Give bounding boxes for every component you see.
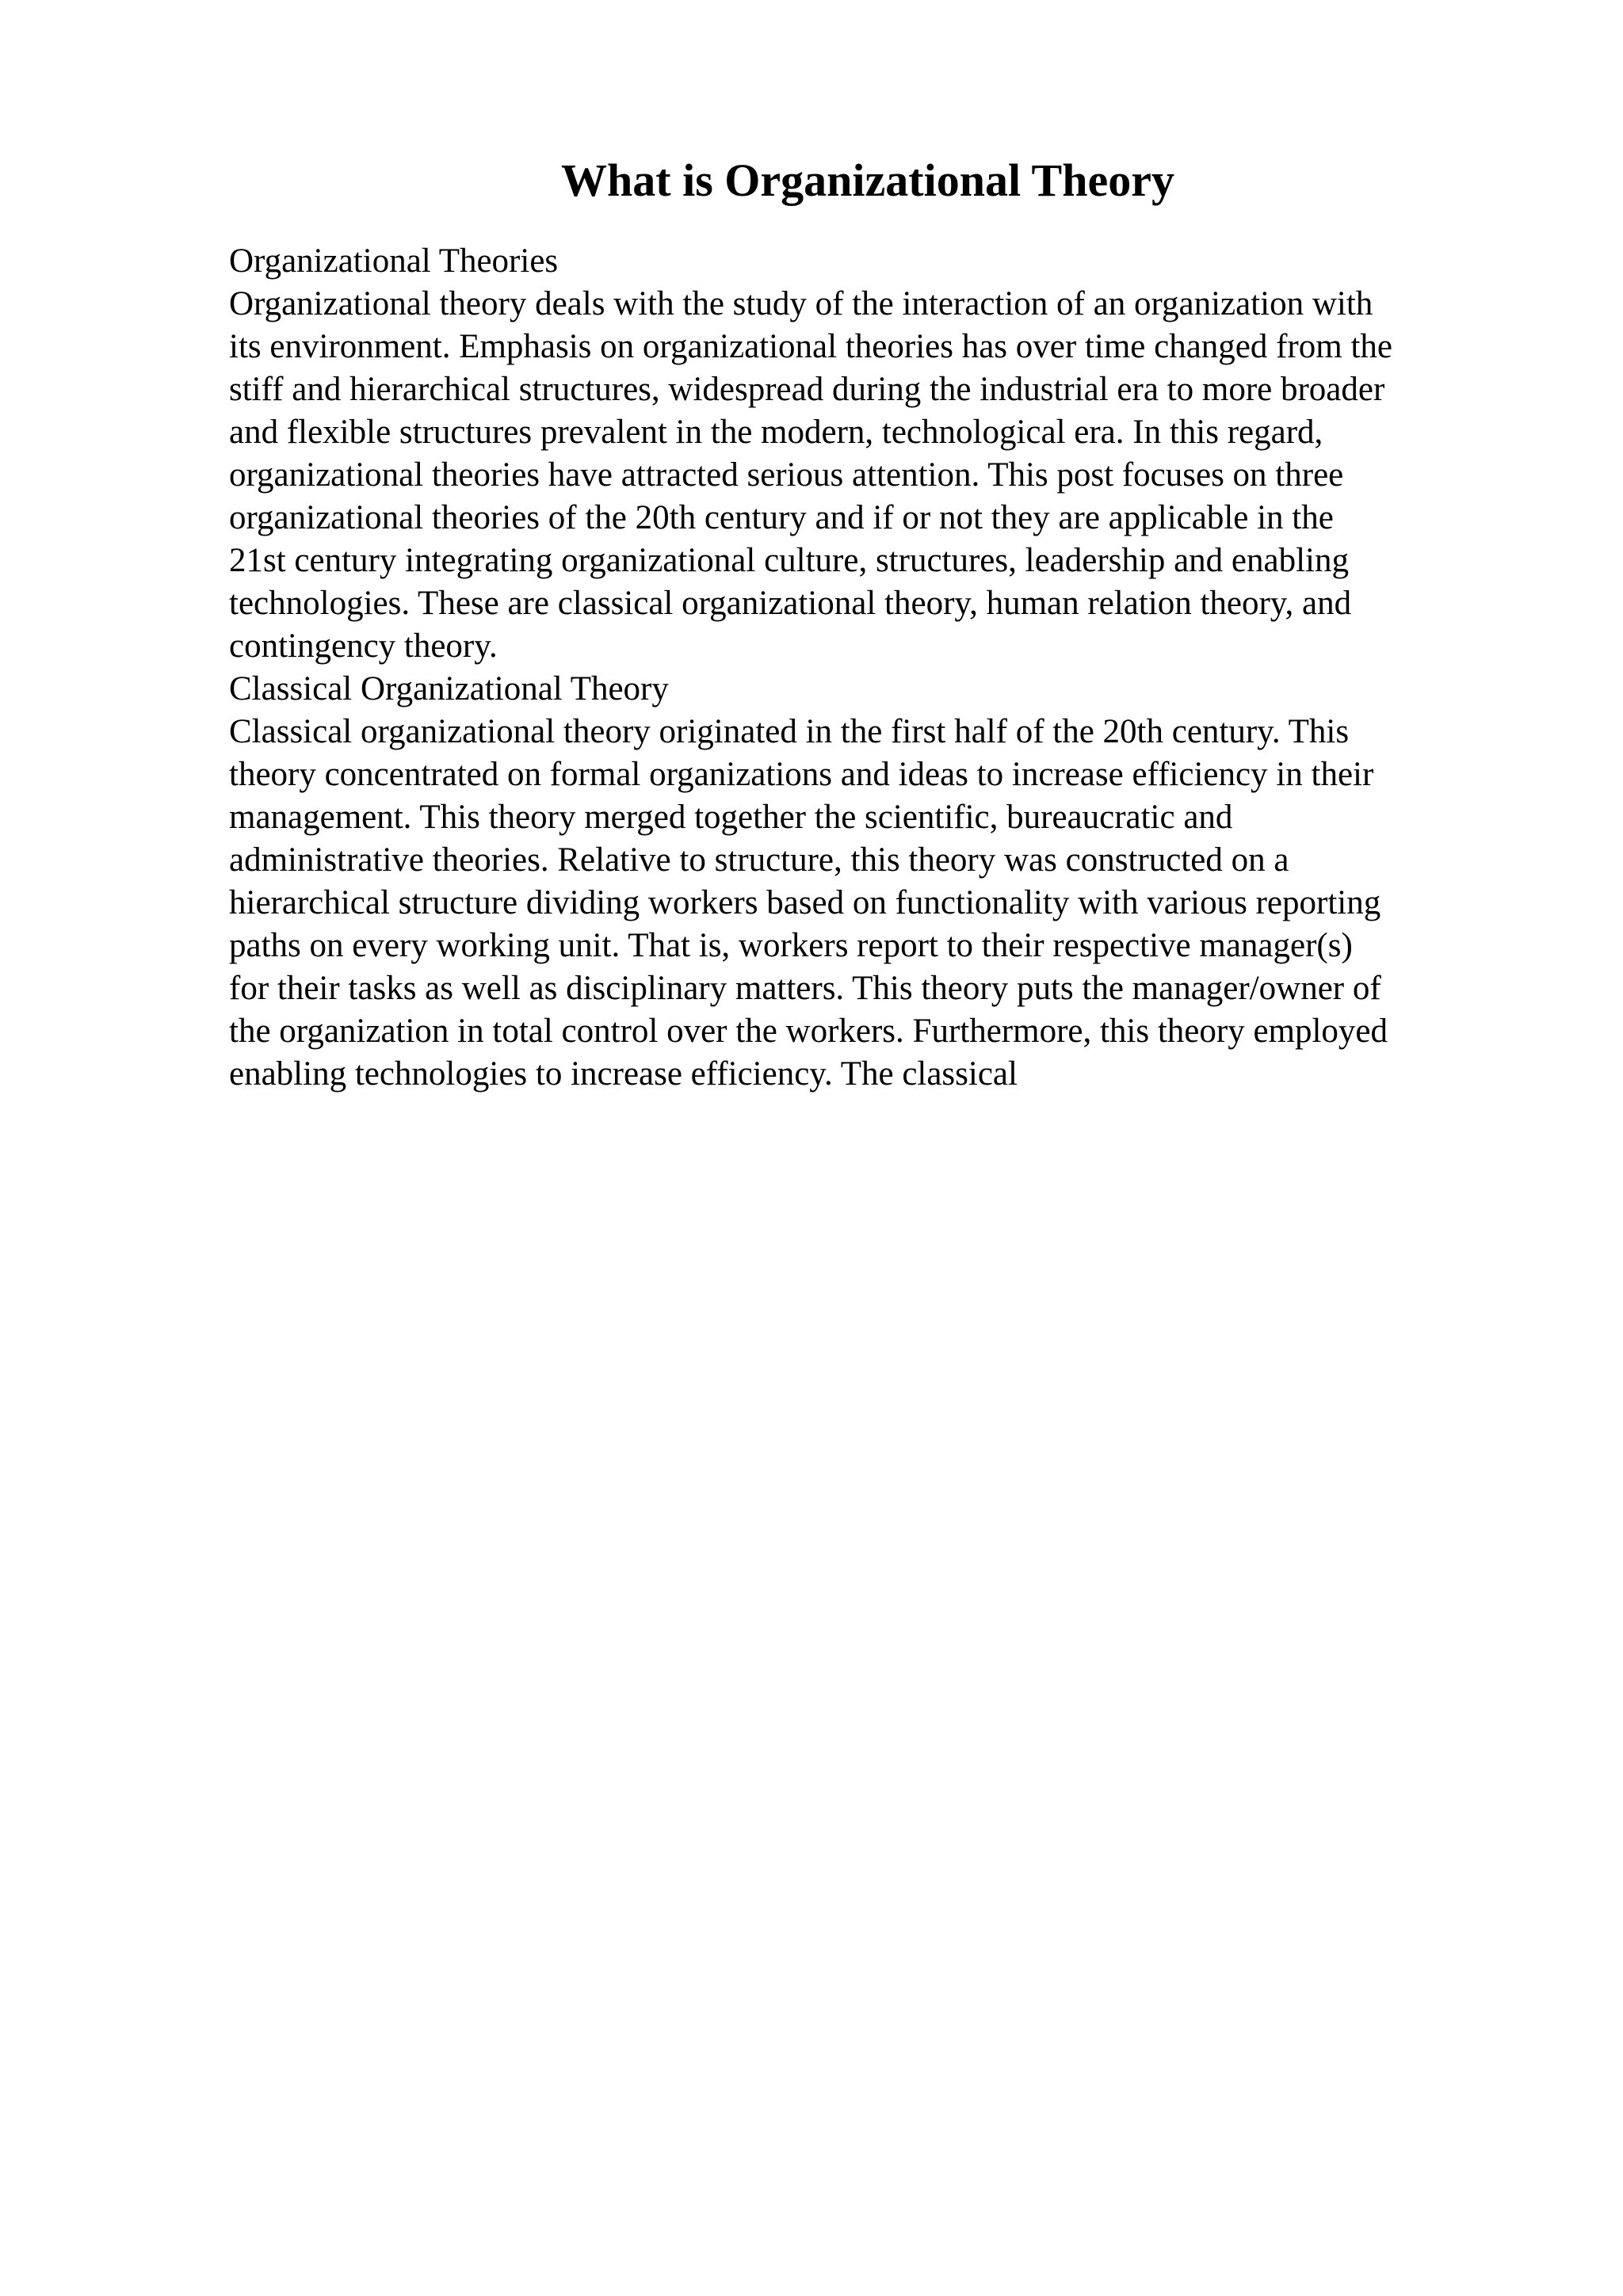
body-line: enabling technologies to increase efficiency. The classical	[229, 1055, 1018, 1093]
body-line: administrative theories. Relative to structure, this theory was constructed on a	[229, 841, 1289, 879]
document-body	[229, 240, 1513, 1096]
body-line: theory concentrated on formal organizations and ideas to increase efficiency in their	[229, 756, 1374, 793]
body-line: technologies. These are classical organizational theory, human relation theory, and	[229, 585, 1352, 622]
body-line: stiff and hierarchical structures, widespread during the industrial era to more broader	[229, 371, 1385, 408]
body-line: organizational theories of the 20th century and if or not they are applicable in the	[229, 499, 1334, 536]
body-line: the organization in total control over the workers. Furthermore, this theory employed	[229, 1013, 1388, 1050]
body-line: 21st century integrating organizational culture, structures, leadership and enabling	[229, 542, 1349, 579]
body-line: paths on every working unit. That is, workers report to their respective manager(s)	[229, 927, 1353, 964]
body-line: and flexible structures prevalent in the modern, technological era. In this regard,	[229, 414, 1323, 451]
body-line: its environment. Emphasis on organizational theories has over time changed from the	[229, 328, 1392, 365]
body-line: contingency theory.	[229, 627, 498, 665]
body-line: Organizational theory deals with the study of the interaction of an organization with	[229, 285, 1373, 322]
body-line: organizational theories have attracted serious attention. This post focuses on three	[229, 456, 1344, 494]
body-line: management. This theory merged together the scientific, bureaucratic and	[229, 799, 1233, 836]
section-heading-organizational-theories: Organizational Theories	[229, 242, 559, 280]
body-line: hierarchical structure dividing workers based on functionality with various reporting	[229, 884, 1381, 921]
document-title: What is Organizational Theory	[561, 154, 1174, 206]
section-heading-classical-organizational-theory: Classical Organizational Theory	[229, 670, 669, 707]
body-line: Classical organizational theory originated in the first half of the 20th century. This	[229, 713, 1350, 750]
body-line: for their tasks as well as disciplinary matters. This theory puts the manager/owner of	[229, 970, 1381, 1007]
